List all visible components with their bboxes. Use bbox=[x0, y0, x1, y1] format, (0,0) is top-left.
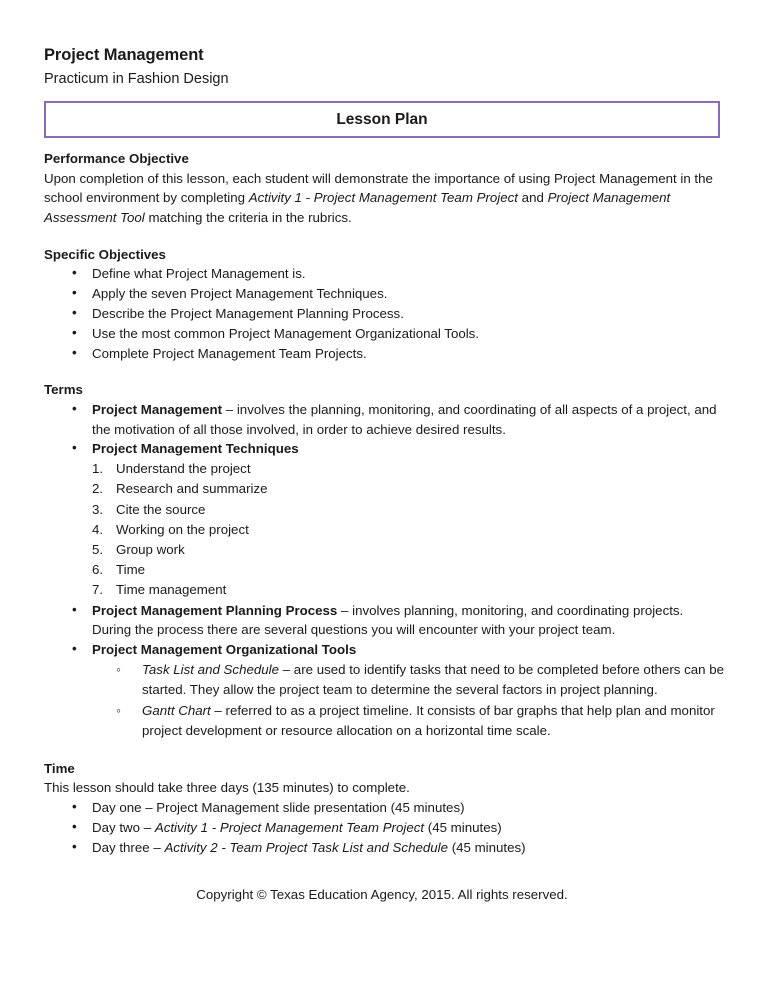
list-item bbox=[44, 580, 724, 600]
day-suffix: (45 minutes) bbox=[424, 819, 502, 835]
time-heading: Time bbox=[44, 760, 75, 776]
terms-list bbox=[44, 400, 724, 459]
list-item: • Use the most common Project Management Organizational Tools. bbox=[44, 324, 724, 344]
term-definition: – involves planning, monitoring, and coordinating projects. During the process there are several questions you will encounter with your project team. bbox=[92, 602, 684, 638]
copyright-footer: Copyright © Texas Education Agency, 2015. All rights reserved. bbox=[196, 887, 568, 903]
tool-task-list-and-schedule bbox=[44, 660, 724, 701]
list-item bbox=[44, 479, 724, 499]
specific-objectives-list bbox=[44, 264, 724, 363]
item-text: Research and summarize bbox=[116, 481, 268, 497]
po-text-3: matching the criteria in the rubrics. bbox=[144, 210, 352, 226]
item-number: 4. bbox=[92, 521, 104, 537]
day-italic: Activity 1 - Project Management Team Project bbox=[154, 819, 425, 835]
list-item bbox=[44, 500, 724, 520]
item-number: 3. bbox=[92, 501, 104, 517]
list-item bbox=[44, 560, 724, 580]
day-prefix: Day one – Project Management slide presentation (45 minutes) bbox=[92, 800, 465, 815]
po-text-2: and bbox=[517, 190, 548, 206]
organizational-tools-list bbox=[44, 660, 724, 742]
terms-heading: Terms bbox=[44, 382, 83, 398]
day-prefix: Day two – bbox=[92, 819, 155, 835]
list-item bbox=[44, 798, 724, 818]
item-text: Working on the project bbox=[116, 521, 249, 537]
list-item: • Define what Project Management is. bbox=[44, 264, 724, 284]
term-project-management bbox=[44, 400, 724, 440]
term-project-management-techniques bbox=[44, 439, 724, 459]
specific-objectives-section bbox=[44, 245, 724, 363]
term-label: Project Management bbox=[92, 401, 223, 417]
item-text: Group work bbox=[116, 542, 185, 558]
day-suffix: (45 minutes) bbox=[448, 839, 526, 855]
time-intro: This lesson should take three days (135 minutes) to complete. bbox=[44, 780, 410, 796]
list-item: • Complete Project Management Team Projects. bbox=[44, 344, 724, 364]
day-italic: Activity 2 - Team Project Task List and Schedule bbox=[164, 839, 448, 855]
techniques-list bbox=[44, 459, 724, 600]
term-label: Project Management Organizational Tools bbox=[92, 642, 357, 658]
terms-section bbox=[44, 380, 724, 741]
term-organizational-tools bbox=[44, 640, 724, 660]
tool-definition: – are used to identify tasks that need to be completed before others can be started. They allow the project team to determine the several factors in project planning. bbox=[142, 662, 725, 698]
list-item: • Describe the Project Management Planning Process. bbox=[44, 304, 724, 324]
term-definition: – involves the planning, monitoring, and coordinating of all aspects of a project, and the motivation of all those involved, in order to achieve desired results. bbox=[92, 401, 717, 437]
item-text: Time bbox=[116, 562, 146, 578]
po-italic-1: Activity 1 - Project Management Team Project bbox=[248, 190, 518, 206]
terms-list-continued bbox=[44, 601, 724, 660]
spacer bbox=[44, 742, 724, 759]
spacer bbox=[44, 228, 724, 245]
tool-gantt-chart bbox=[44, 701, 724, 742]
po-italic-2: Project Management Assessment Tool bbox=[44, 190, 671, 226]
performance-objective-heading: Performance Objective bbox=[44, 151, 189, 166]
tool-definition: – referred to as a project timeline. It consists of bar graphs that help plan and monitor project development or resource allocation on a horizontal time scale. bbox=[142, 702, 715, 739]
time-section bbox=[44, 759, 724, 858]
tool-label: Gantt Chart bbox=[142, 702, 211, 718]
list-item: • Apply the seven Project Management Techniques. bbox=[44, 284, 724, 304]
po-text-1: Upon completion of this lesson, each student will demonstrate the importance of using Project Management in the school environment by completing bbox=[44, 170, 713, 206]
page-subtitle: Practicum in Fashion Design bbox=[44, 71, 229, 87]
day-prefix: Day three – bbox=[92, 839, 165, 855]
list-item bbox=[44, 459, 724, 479]
item-text: Time management bbox=[116, 582, 227, 598]
item-text: Cite the source bbox=[116, 501, 206, 517]
lesson-plan-banner bbox=[44, 101, 720, 138]
list-item bbox=[44, 520, 724, 540]
tool-label: Task List and Schedule bbox=[142, 662, 280, 678]
item-number: 6. bbox=[92, 562, 104, 578]
term-label: Project Management Techniques bbox=[92, 441, 299, 457]
page-title: Project Management bbox=[44, 46, 204, 64]
list-item bbox=[44, 838, 724, 858]
specific-objectives-heading: Specific Objectives bbox=[44, 246, 166, 262]
term-planning-process bbox=[44, 601, 724, 641]
list-item bbox=[44, 540, 724, 560]
item-number: 7. bbox=[92, 582, 104, 598]
spacer bbox=[44, 363, 724, 380]
performance-objective-section bbox=[44, 149, 724, 228]
item-number: 5. bbox=[92, 542, 104, 558]
item-text: Understand the project bbox=[116, 461, 251, 477]
item-number: 2. bbox=[92, 481, 104, 497]
item-number: 1. bbox=[92, 461, 104, 477]
time-days-list bbox=[44, 798, 724, 857]
lesson-plan-label: Lesson Plan bbox=[336, 110, 428, 128]
list-item bbox=[44, 818, 724, 838]
term-label: Project Management Planning Process bbox=[92, 602, 338, 618]
performance-objective-body bbox=[44, 169, 720, 228]
